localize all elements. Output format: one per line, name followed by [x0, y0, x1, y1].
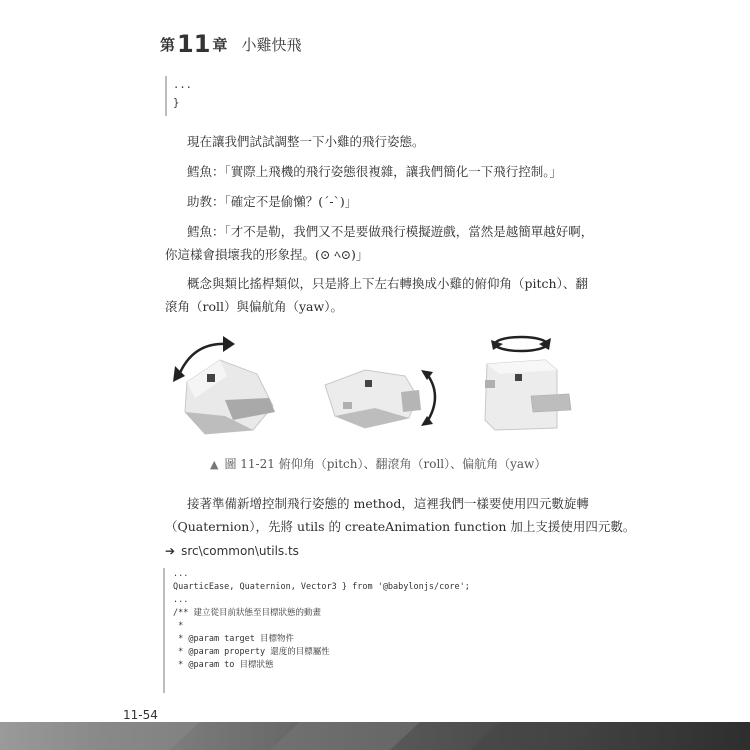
code-line: QuarticEase, Quaternion, Vector3 } from '@babylonjs/core'; [173, 582, 470, 592]
paragraph-dialog-3-line-1: 鱈魚：「才不是勒，我們又不是要做飛行模擬遊戲，當然是越簡單越好啊， [187, 224, 594, 239]
paragraph-concept-line-1: 概念與類比搖桿類似，只是將上下左右轉換成小雞的俯仰角（pitch）、翻 [187, 276, 588, 291]
chapter-suffix: 章 [212, 36, 228, 54]
chick-yaw-icon [485, 337, 571, 430]
code-block-top [165, 76, 562, 116]
file-path-text: src\common\utils.ts [181, 544, 299, 558]
paragraph-dialog-1: 鱈魚：「實際上飛機的飛行姿態很複雜，讓我們簡化一下飛行控制。」 [187, 164, 563, 179]
chapter-number: 11 [177, 30, 211, 58]
footer-decoration-bar [0, 722, 750, 750]
page-number: 11-54 [123, 708, 158, 722]
paragraph-method-line-1: 接著準備新增控制飛行姿態的 method，這裡我們一樣要使用四元數旋轉 [187, 496, 589, 511]
code-line: * @param target 目標物件 [173, 634, 294, 644]
code-line: ... [173, 569, 189, 579]
chapter-prefix: 第 [160, 36, 176, 54]
chapter-title: 小雞快飛 [241, 36, 302, 54]
chapter-header [160, 30, 301, 58]
figure-caption [210, 455, 546, 472]
code-line: /** 建立從目前狀態至目標狀態的動畫 [173, 608, 321, 618]
code-line: ... [173, 595, 189, 605]
paragraph-dialog-2: 助教：「確定不是偷懶？(´-`)」 [187, 194, 358, 209]
code-line: ... [173, 79, 192, 91]
file-path [165, 544, 299, 558]
paragraph-method-line-2: （Quaternion），先將 utils 的 createAnimation function 加上支援使用四元數。 [165, 519, 636, 534]
code-block-utils [163, 568, 565, 693]
caption-triangle-icon: ▲ [210, 458, 219, 471]
attitude-figure [165, 330, 595, 445]
paragraph-dialog-3-line-2: 你這樣會損壞我的形象捏。(⊙ ﾍ⊙)」 [165, 247, 369, 262]
arrow-right-icon: ➔ [165, 544, 176, 558]
paragraph-intro: 現在讓我們試試調整一下小雞的飛行姿態。 [187, 134, 425, 149]
caption-text: 圖 11-21 俯仰角（pitch）、翻滾角（roll）、偏航角（yaw） [224, 457, 547, 471]
code-line: } [173, 97, 180, 109]
chick-roll-icon [325, 370, 435, 428]
code-line: * @param property 還度的目標屬性 [173, 647, 330, 657]
paragraph-concept-line-2: 滾角（roll）與偏航角（yaw）。 [165, 299, 343, 314]
code-line: * [173, 621, 184, 631]
chick-pitch-icon [173, 336, 275, 434]
code-line: * @param to 目標狀態 [173, 660, 274, 670]
